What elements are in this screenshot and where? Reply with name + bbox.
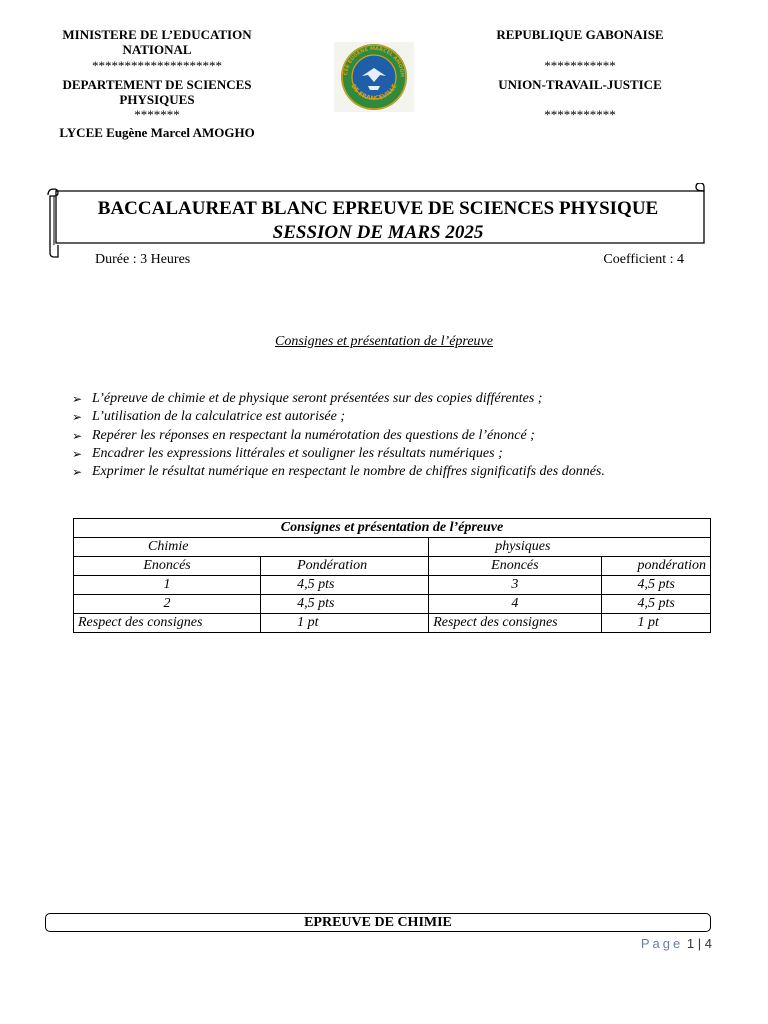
department-label: DEPARTEMENT DE SCIENCES PHYSIQUES: [62, 77, 252, 107]
motto-label: UNION-TRAVAIL-JUSTICE: [498, 77, 662, 92]
arrow-bullet-icon: ➢: [72, 428, 83, 443]
stars-separator: ***********: [544, 107, 616, 122]
logo-top-text: CEE EUGENE MARCEL AMOGH: [343, 45, 406, 78]
list-item: ➢ Encadrer les expressions littérales et souligner les résultats numériques ;: [72, 445, 752, 463]
group-chimie: Chimie: [74, 538, 429, 557]
table-row: [74, 519, 711, 538]
table-cell: 1: [74, 576, 261, 595]
column-header: Pondération: [261, 557, 429, 576]
arrow-bullet-icon: ➢: [72, 392, 83, 406]
arrow-bullet-icon: ➢: [72, 446, 83, 461]
table-cell: 4,5 pts: [601, 595, 710, 614]
table-cell: Respect des consignes: [429, 614, 601, 633]
stars-separator: ********************: [92, 58, 222, 73]
instructions-list: [72, 390, 752, 481]
page-total: 4: [704, 936, 712, 951]
school-logo: [334, 42, 414, 112]
group-physiques: physiques: [429, 538, 711, 557]
page-word: Page: [640, 936, 684, 951]
logo-bottom-text: DE FRANCEVILLE: [349, 82, 399, 103]
table-row: [74, 576, 711, 595]
school-name: LYCEE Eugène Marcel AMOGHO: [59, 125, 255, 140]
instructions-heading: Consignes et présentation de l’épreuve: [275, 334, 493, 349]
table-row: [74, 538, 711, 557]
list-item: ➢ Repérer les réponses en respectant la numérotation des questions de l’énoncé ;: [72, 427, 752, 445]
table-cell: 1 pt: [261, 614, 429, 633]
table-row: [74, 595, 711, 614]
stars-separator: ***********: [544, 58, 616, 73]
page-number: [641, 936, 712, 951]
ministry-label: MINISTERE DE L’EDUCATION NATIONAL: [62, 27, 252, 57]
table-caption: Consignes et présentation de l’épreuve: [74, 519, 711, 538]
grading-table: [73, 518, 711, 633]
table-cell: 3: [429, 576, 601, 595]
table-cell: 2: [74, 595, 261, 614]
table-cell: 4,5 pts: [261, 595, 429, 614]
column-header: Enoncés: [74, 557, 261, 576]
arrow-bullet-icon: ➢: [72, 465, 83, 480]
table-cell: 4: [429, 595, 601, 614]
exam-coefficient: Coefficient : 4: [603, 252, 684, 267]
table-row: [74, 557, 711, 576]
table-row: [74, 614, 711, 633]
list-item: ➢ L’épreuve de chimie et de physique seront présentées sur des copies différentes ;: [72, 390, 752, 408]
exam-session: SESSION DE MARS 2025: [272, 222, 484, 243]
exam-duration: Durée : 3 Heures: [95, 252, 191, 267]
stars-separator: *******: [134, 107, 180, 122]
table-cell: 4,5 pts: [601, 576, 710, 595]
column-header: pondération: [601, 557, 710, 576]
page-current: 1: [686, 936, 695, 951]
column-header: Enoncés: [429, 557, 601, 576]
exam-title: BACCALAUREAT BLANC EPREUVE DE SCIENCES PHYSIQUE: [97, 198, 659, 219]
section-title: EPREUVE DE CHIMIE: [304, 915, 452, 930]
list-item: ➢ Exprimer le résultat numérique en respectant le nombre de chiffres significatifs des donnés.: [72, 463, 752, 481]
table-cell: Respect des consignes: [74, 614, 261, 633]
republic-label: REPUBLIQUE GABONAISE: [496, 27, 664, 42]
list-item: ➢ L’utilisation de la calculatrice est autorisée ;: [72, 408, 752, 426]
table-cell: 4,5 pts: [261, 576, 429, 595]
page-separator: |: [697, 936, 702, 951]
table-cell: 1 pt: [601, 614, 710, 633]
arrow-bullet-icon: ➢: [72, 410, 83, 425]
